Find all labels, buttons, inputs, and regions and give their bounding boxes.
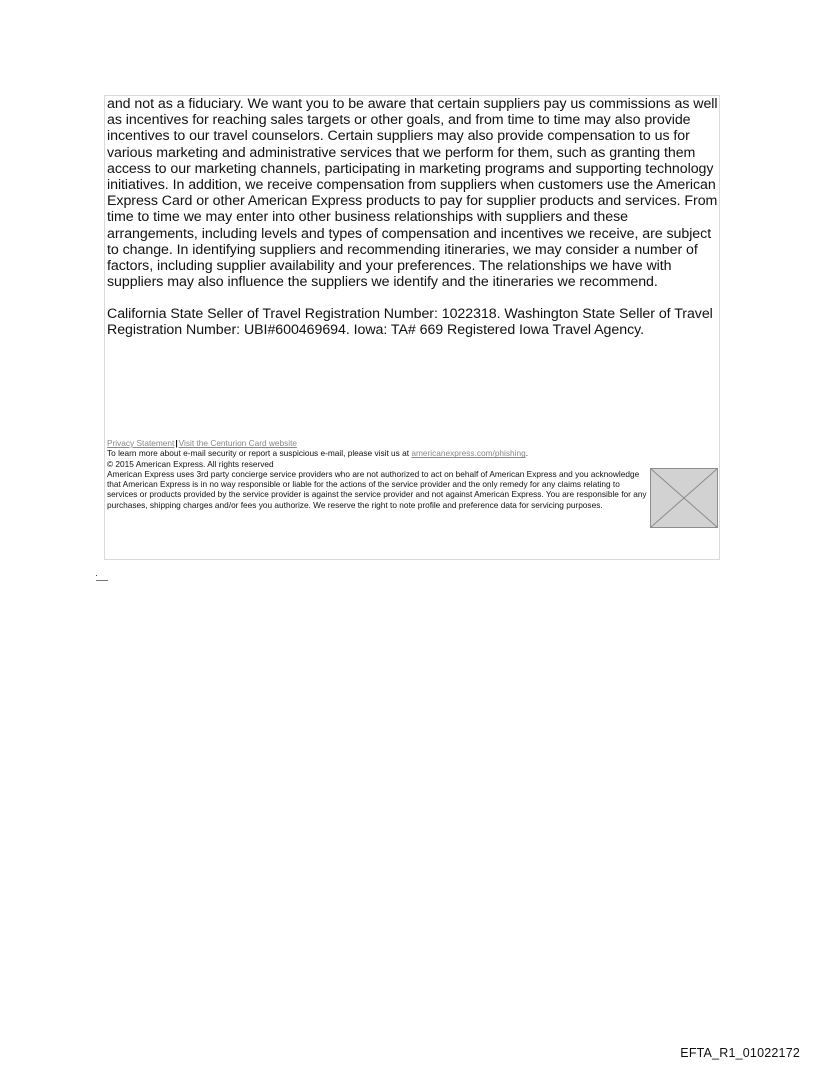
- phishing-link[interactable]: americanexpress.com/phishing: [411, 448, 526, 459]
- link-separator: |: [175, 438, 178, 448]
- privacy-statement-link[interactable]: Privacy Statement: [107, 438, 175, 448]
- footer-links: [107, 438, 719, 448]
- tracking-pixel-mark: [95, 574, 109, 582]
- copyright-text: © 2015 American Express. All rights reserved: [107, 458, 274, 469]
- email-footer: [107, 438, 719, 510]
- email-security-notice: [107, 448, 719, 458]
- document-id: EFTA_R1_01022172: [680, 1046, 800, 1060]
- missing-image-placeholder: [650, 468, 718, 528]
- centurion-card-website-link[interactable]: Visit the Centurion Card website: [178, 438, 298, 448]
- commission-disclosure-paragraph: and not as a fiduciary. We want you to be aware that certain suppliers pay us commissions as well as incentives for reaching sales targets or other goals, and from time to time may also provide incentives to our travel counselors. Certain suppliers may also provide compensation to us for various marketing and administrative services that we perform for them, such as granting them access to our marketing channels, participating in marketing programs and supporting technology initiatives. In addition, we receive compensation from suppliers when customers use the American Express Card or other American Express products to pay for supplier products and services. From time to time we may enter into other business relationships with suppliers and these arrangements, including levels and types of compensation and incentives we receive, are subject to change. In identifying suppliers and recommending itineraries, we may consider a number of factors, including supplier availability and your preferences. The relationships we have with suppliers may also influence the suppliers we identify and the itineraries we recommend.: [107, 96, 718, 291]
- travel-registration-paragraph: California State Seller of Travel Registration Number: 1022318. Washington State Seller of Travel Registration Number: UBI#600469694. Iowa: TA# 669 Registered Iowa Travel Agency.: [107, 306, 713, 339]
- email-security-end: .: [525, 448, 529, 459]
- broken-image-icon: [651, 469, 717, 527]
- concierge-disclaimer: American Express uses 3rd party concierge service providers who are not authorized to act on behalf of American Express and you acknowledge that American Express is in no way responsible or liable for the actions of the service provider and the only remedy for any claims relating to services or products provided by the service provider is against the service provider and not against American Express. You are responsible for any purchases, shipping charges and/or fees you authorize. We reserve the right to note profile and preference data for servicing purposes.: [107, 468, 647, 510]
- email-security-text: To learn more about e-mail security or report a suspicious e-mail, please visit us at: [107, 448, 412, 459]
